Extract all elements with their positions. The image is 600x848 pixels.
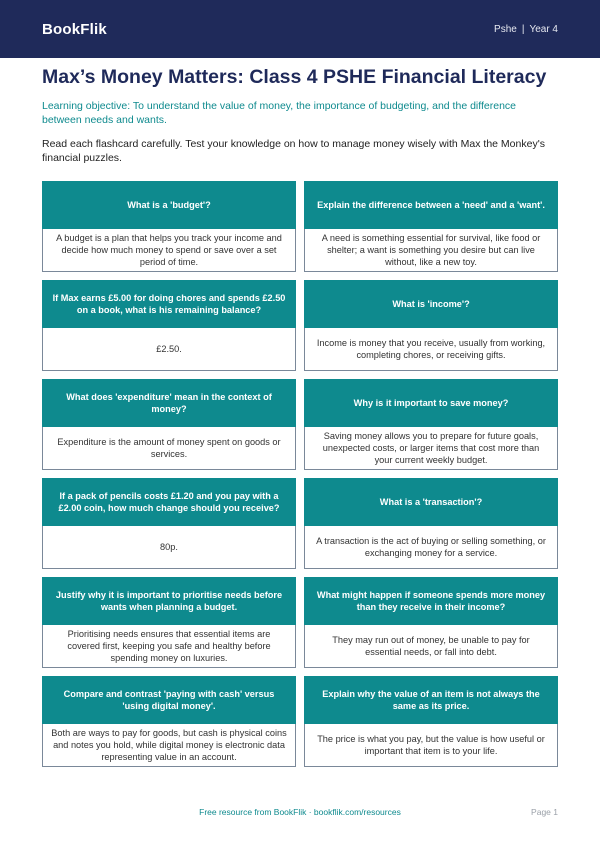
- flashcard-grid: [42, 181, 558, 767]
- brand-logo[interactable]: BookFlik: [42, 20, 107, 38]
- flashcard-answer: A need is something essential for survival, like food or shelter; a want is something you desire but can live without, like a new toy.: [304, 229, 558, 272]
- flashcard[interactable]: [304, 577, 558, 668]
- flashcard[interactable]: [42, 379, 296, 470]
- flashcard[interactable]: [304, 280, 558, 371]
- flashcard[interactable]: [304, 676, 558, 767]
- flashcard-answer: Income is money that you receive, usually from working, completing chores, or receiving gifts.: [304, 328, 558, 371]
- breadcrumb: [494, 24, 558, 35]
- flashcard[interactable]: [42, 478, 296, 569]
- breadcrumb-subject[interactable]: Pshe: [494, 23, 517, 35]
- flashcard-question: What is a 'budget'?: [42, 181, 296, 229]
- footer-link[interactable]: Free resource from BookFlik · bookflik.com/resources: [199, 807, 401, 817]
- flashcard-answer: A budget is a plan that helps you track your income and decide how much money to spend or save over a set period of time.: [42, 229, 296, 272]
- flashcard-answer: 80p.: [42, 526, 296, 569]
- flashcard[interactable]: [42, 676, 296, 767]
- flashcard-answer: A transaction is the act of buying or selling something, or exchanging money for a service.: [304, 526, 558, 569]
- flashcard-question: If a pack of pencils costs £1.20 and you pay with a £2.00 coin, how much change should you receive?: [42, 478, 296, 526]
- flashcard-answer: Prioritising needs ensures that essential items are covered first, keeping you safe and healthy before spending money on luxuries.: [42, 625, 296, 668]
- intro-text: Read each flashcard carefully. Test your knowledge on how to manage money wisely with Max the Monkey's financial puzzles.: [42, 138, 545, 164]
- flashcard[interactable]: [304, 181, 558, 272]
- flashcard-question: What does 'expenditure' mean in the context of money?: [42, 379, 296, 427]
- flashcard-answer: Expenditure is the amount of money spent on goods or services.: [42, 427, 296, 470]
- flashcard-answer: The price is what you pay, but the value is how useful or important that item is to your life.: [304, 724, 558, 767]
- flashcard-question: What might happen if someone spends more money than they receive in their income?: [304, 577, 558, 625]
- flashcard-answer: Saving money allows you to prepare for future goals, unexpected costs, or larger items that cost more than your current weekly budget.: [304, 427, 558, 470]
- flashcard-answer: £2.50.: [42, 328, 296, 371]
- flashcard-answer: They may run out of money, be unable to pay for essential needs, or fall into debt.: [304, 625, 558, 668]
- flashcard[interactable]: [42, 181, 296, 272]
- flashcard[interactable]: [304, 379, 558, 470]
- flashcard[interactable]: [42, 280, 296, 371]
- breadcrumb-year[interactable]: Year 4: [529, 23, 558, 35]
- flashcard[interactable]: [304, 478, 558, 569]
- flashcard-question: If Max earns £5.00 for doing chores and spends £2.50 on a book, what is his remaining balance?: [42, 280, 296, 328]
- flashcard-question: Explain why the value of an item is not always the same as its price.: [304, 676, 558, 724]
- flashcard-question: Why is it important to save money?: [304, 379, 558, 427]
- learning-objective: Learning objective: To understand the value of money, the importance of budgeting, and the difference between needs and wants.: [42, 100, 516, 126]
- flashcard-question: What is 'income'?: [304, 280, 558, 328]
- top-bar: [0, 0, 600, 58]
- page-number: Page 1: [531, 807, 558, 817]
- flashcard-question: What is a 'transaction'?: [304, 478, 558, 526]
- flashcard[interactable]: [42, 577, 296, 668]
- page-title: Max’s Money Matters: Class 4 PSHE Financial Literacy: [42, 66, 547, 88]
- flashcard-answer: Both are ways to pay for goods, but cash is physical coins and notes you hold, while digital money is electronic data representing value in an account.: [42, 724, 296, 767]
- flashcard-question: Explain the difference between a 'need' and a 'want'.: [304, 181, 558, 229]
- breadcrumb-separator: |: [521, 23, 525, 35]
- flashcard-question: Compare and contrast 'paying with cash' versus 'using digital money'.: [42, 676, 296, 724]
- flashcard-question: Justify why it is important to prioritise needs before wants when planning a budget.: [42, 577, 296, 625]
